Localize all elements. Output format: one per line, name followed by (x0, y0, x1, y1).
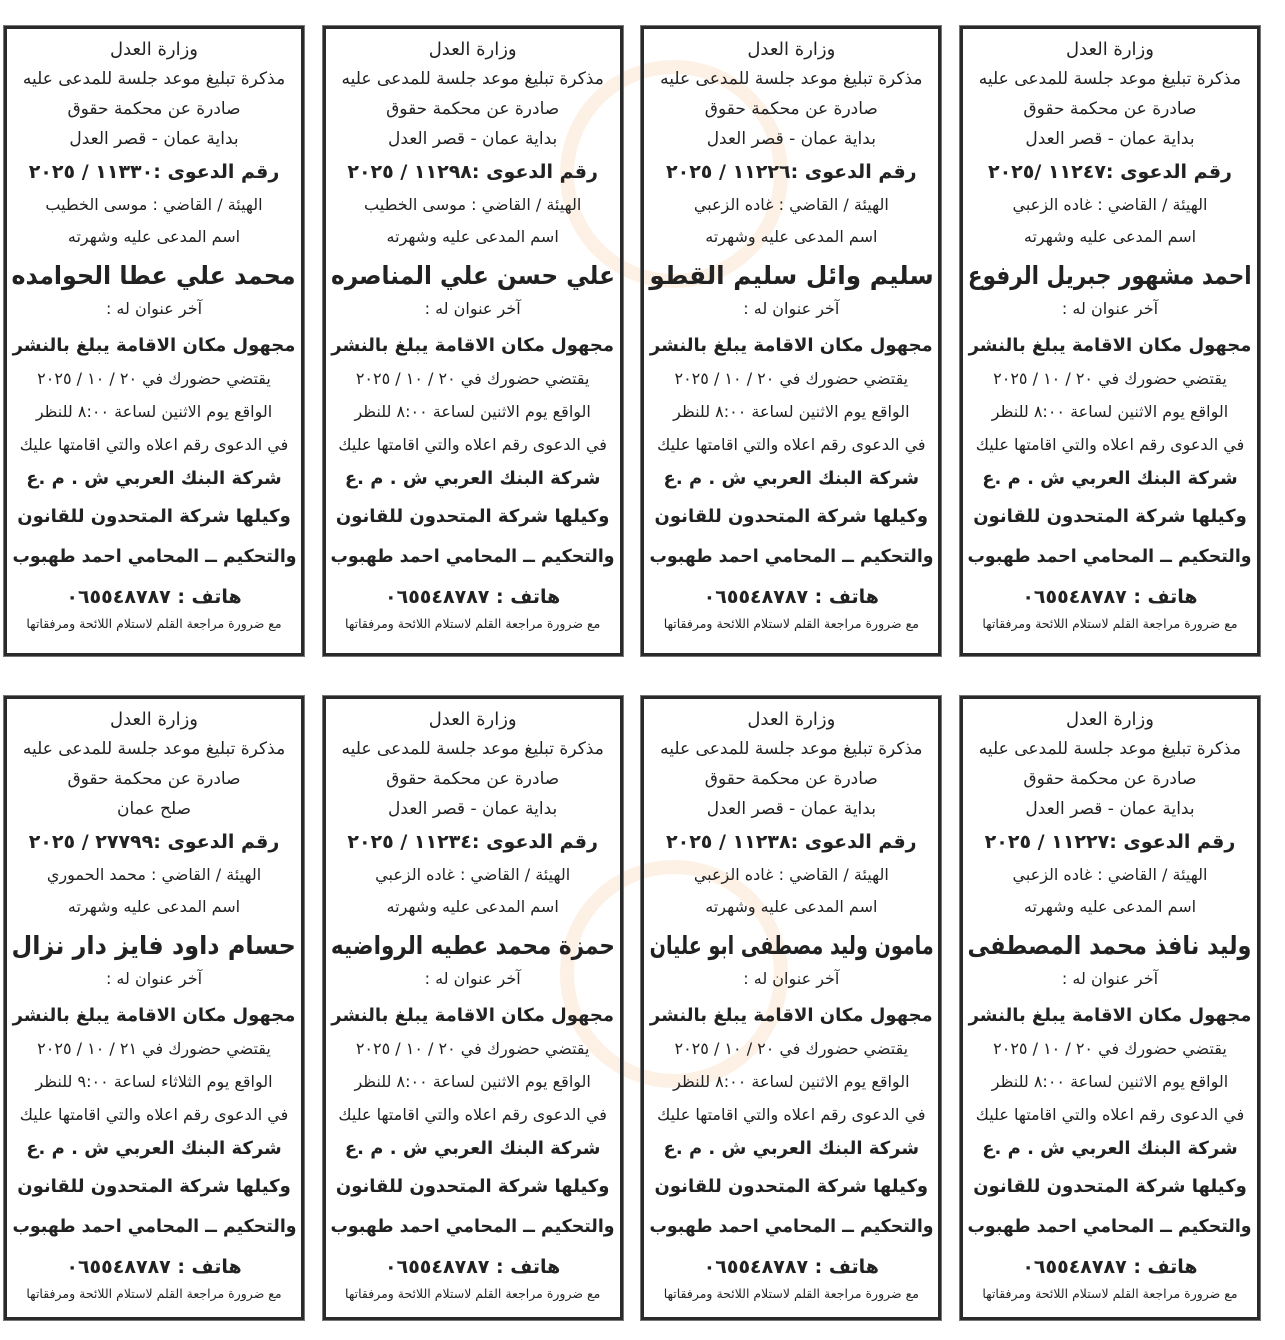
phone-number: هاتف : ٠٦٥٥٤٨٧٨٧ (703, 1256, 879, 1278)
plaintiff-name: شركة البنك العربي ش . م .ع (663, 1138, 920, 1159)
issued-by: صادرة عن محكمة حقوق (386, 99, 560, 119)
court-name: بداية عمان - قصر العدل (1025, 799, 1195, 819)
court-notice (960, 696, 1260, 1320)
ministry-heading: وزارة العدل (110, 709, 198, 730)
defendant-name: حسام داود فايز دار نزال (11, 931, 297, 960)
notices-row-bottom (4, 696, 1260, 1320)
case-number: رقم الدعوى :١١٢٢٧ / ٢٠٢٥ (984, 831, 1236, 853)
plaintiff-name: شركة البنك العربي ش . م .ع (344, 468, 601, 489)
hearing-time: الواقع يوم الاثنين لساعة ٨:٠٠ للنظر (354, 402, 591, 421)
defendant-name: مامون وليد مصطفى ابو عليان (649, 931, 934, 960)
issued-by: صادرة عن محكمة حقوق (67, 769, 241, 789)
address-unknown: مجهول مكان الاقامة يبلغ بالنشر (649, 335, 933, 356)
memo-title: مذكرة تبليغ موعد جلسة للمدعى عليه (341, 69, 604, 89)
case-reference: في الدعوى رقم اعلاه والتي اقامتها عليك (19, 1105, 289, 1124)
case-number: رقم الدعوى :١١٢٢٦ / ٢٠٢٥ (666, 161, 917, 183)
judge-name: الهيئة / القاضي : غاده الزعبي (1012, 195, 1208, 214)
agent-name: وكيلها شركة المتحدون للقانون (17, 1176, 291, 1197)
issued-by: صادرة عن محكمة حقوق (1023, 99, 1197, 119)
hearing-date: يقتضي حضورك في ٢١ / ١٠ / ٢٠٢٥ (37, 1039, 271, 1058)
court-name: بداية عمان - قصر العدل (69, 129, 239, 149)
phone-number: هاتف : ٠٦٥٥٤٨٧٨٧ (1022, 1256, 1198, 1278)
lawyer-name: والتحكيم ــ المحامي احمد طهبوب (967, 546, 1253, 567)
defendant-label: اسم المدعى عليه وشهرته (1023, 897, 1197, 916)
judge-name: الهيئة / القاضي : غاده الزعبي (693, 195, 889, 214)
memo-title: مذكرة تبليغ موعد جلسة للمدعى عليه (341, 739, 604, 759)
footer-note: مع ضرورة مراجعة القلم لاستلام اللائحة ومرفقاتها (26, 1286, 282, 1301)
plaintiff-name: شركة البنك العربي ش . م .ع (663, 468, 920, 489)
footer-note: مع ضرورة مراجعة القلم لاستلام اللائحة ومرفقاتها (345, 616, 601, 631)
footer-note: مع ضرورة مراجعة القلم لاستلام اللائحة ومرفقاتها (982, 616, 1238, 631)
case-number: رقم الدعوى :١١٢٤٧ /٢٠٢٥ (987, 161, 1232, 183)
judge-name: الهيئة / القاضي : غاده الزعبي (693, 865, 889, 884)
footer-note: مع ضرورة مراجعة القلم لاستلام اللائحة ومرفقاتها (345, 1286, 601, 1301)
court-notice (4, 26, 304, 656)
hearing-date: يقتضي حضورك في ٢٠ / ١٠ / ٢٠٢٥ (37, 369, 271, 388)
address-unknown: مجهول مكان الاقامة يبلغ بالنشر (968, 335, 1252, 356)
agent-name: وكيلها شركة المتحدون للقانون (973, 1176, 1247, 1197)
defendant-label: اسم المدعى عليه وشهرته (1023, 227, 1197, 246)
footer-note: مع ضرورة مراجعة القلم لاستلام اللائحة ومرفقاتها (663, 1286, 919, 1301)
address-unknown: مجهول مكان الاقامة يبلغ بالنشر (968, 1005, 1252, 1026)
hearing-time: الواقع يوم الثلاثاء لساعة ٩:٠٠ للنظر (35, 1072, 273, 1091)
case-number: رقم الدعوى :٢٧٧٩٩ / ٢٠٢٥ (28, 831, 280, 853)
address-unknown: مجهول مكان الاقامة يبلغ بالنشر (12, 1005, 296, 1026)
issued-by: صادرة عن محكمة حقوق (386, 769, 560, 789)
address-unknown: مجهول مكان الاقامة يبلغ بالنشر (331, 1005, 615, 1026)
lawyer-name: والتحكيم ــ المحامي احمد طهبوب (649, 1216, 934, 1237)
memo-title: مذكرة تبليغ موعد جلسة للمدعى عليه (660, 69, 923, 89)
judge-name: الهيئة / القاضي : غاده الزعبي (375, 865, 571, 884)
address-label: آخر عنوان له : (424, 969, 521, 988)
memo-title: مذكرة تبليغ موعد جلسة للمدعى عليه (22, 69, 286, 89)
defendant-label: اسم المدعى عليه وشهرته (386, 227, 559, 246)
court-name: بداية عمان - قصر العدل (706, 799, 876, 819)
defendant-name: حمزة محمد عطيه الرواضيه (330, 931, 615, 960)
hearing-time: الواقع يوم الاثنين لساعة ٨:٠٠ للنظر (991, 1072, 1229, 1091)
agent-name: وكيلها شركة المتحدون للقانون (335, 1176, 610, 1197)
footer-note: مع ضرورة مراجعة القلم لاستلام اللائحة ومرفقاتها (982, 1286, 1238, 1301)
court-notice (323, 696, 623, 1320)
hearing-time: الواقع يوم الاثنين لساعة ٨:٠٠ للنظر (673, 402, 910, 421)
memo-title: مذكرة تبليغ موعد جلسة للمدعى عليه (660, 739, 923, 759)
memo-title: مذكرة تبليغ موعد جلسة للمدعى عليه (978, 69, 1242, 89)
lawyer-name: والتحكيم ــ المحامي احمد طهبوب (330, 546, 615, 567)
hearing-date: يقتضي حضورك في ٢٠ / ١٠ / ٢٠٢٥ (674, 1039, 909, 1058)
agent-name: وكيلها شركة المتحدون للقانون (654, 1176, 929, 1197)
defendant-label: اسم المدعى عليه وشهرته (705, 227, 878, 246)
address-unknown: مجهول مكان الاقامة يبلغ بالنشر (649, 1005, 933, 1026)
judge-name: الهيئة / القاضي : غاده الزعبي (1012, 865, 1208, 884)
lawyer-name: والتحكيم ــ المحامي احمد طهبوب (330, 1216, 615, 1237)
phone-number: هاتف : ٠٦٥٥٤٨٧٨٧ (703, 586, 879, 608)
lawyer-name: والتحكيم ــ المحامي احمد طهبوب (11, 546, 297, 567)
court-notice (960, 26, 1260, 656)
ministry-heading: وزارة العدل (428, 39, 517, 60)
hearing-time: الواقع يوم الاثنين لساعة ٨:٠٠ للنظر (354, 1072, 591, 1091)
plaintiff-name: شركة البنك العربي ش . م .ع (344, 1138, 601, 1159)
defendant-label: اسم المدعى عليه وشهرته (67, 227, 241, 246)
hearing-date: يقتضي حضورك في ٢٠ / ١٠ / ٢٠٢٥ (355, 1039, 590, 1058)
defendant-label: اسم المدعى عليه وشهرته (386, 897, 559, 916)
issued-by: صادرة عن محكمة حقوق (704, 769, 878, 789)
address-label: آخر عنوان له : (743, 299, 840, 318)
defendant-name: سليم وائل سليم القطو (649, 261, 934, 290)
court-name: بداية عمان - قصر العدل (388, 129, 558, 149)
court-notice (641, 696, 941, 1320)
defendant-label: اسم المدعى عليه وشهرته (67, 897, 241, 916)
hearing-time: الواقع يوم الاثنين لساعة ٨:٠٠ للنظر (991, 402, 1229, 421)
footer-note: مع ضرورة مراجعة القلم لاستلام اللائحة ومرفقاتها (663, 616, 919, 631)
lawyer-name: والتحكيم ــ المحامي احمد طهبوب (649, 546, 934, 567)
ministry-heading: وزارة العدل (747, 39, 836, 60)
defendant-name: وليد نافذ محمد المصطفى (967, 931, 1252, 960)
hearing-date: يقتضي حضورك في ٢٠ / ١٠ / ٢٠٢٥ (993, 1039, 1227, 1058)
address-label: آخر عنوان له : (105, 299, 203, 318)
address-label: آخر عنوان له : (424, 299, 521, 318)
court-notice (641, 26, 941, 656)
plaintiff-name: شركة البنك العربي ش . م .ع (26, 468, 282, 489)
judge-name: الهيئة / القاضي : محمد الحموري (46, 865, 262, 884)
case-reference: في الدعوى رقم اعلاه والتي اقامتها عليك (19, 435, 289, 454)
court-notice (4, 696, 304, 1320)
hearing-date: يقتضي حضورك في ٢٠ / ١٠ / ٢٠٢٥ (993, 369, 1227, 388)
case-number: رقم الدعوى :١١٢٣٨ / ٢٠٢٥ (666, 831, 917, 853)
plaintiff-name: شركة البنك العربي ش . م .ع (982, 468, 1238, 489)
issued-by: صادرة عن محكمة حقوق (704, 99, 878, 119)
defendant-name: احمد مشهور جبريل الرفوع (968, 261, 1252, 290)
judge-name: الهيئة / القاضي : موسى الخطيب (45, 195, 263, 214)
court-name: بداية عمان - قصر العدل (706, 129, 876, 149)
ministry-heading: وزارة العدل (110, 39, 198, 60)
defendant-label: اسم المدعى عليه وشهرته (705, 897, 878, 916)
case-reference: في الدعوى رقم اعلاه والتي اقامتها عليك (975, 1105, 1245, 1124)
judge-name: الهيئة / القاضي : موسى الخطيب (364, 195, 582, 214)
lawyer-name: والتحكيم ــ المحامي احمد طهبوب (967, 1216, 1253, 1237)
issued-by: صادرة عن محكمة حقوق (1023, 769, 1197, 789)
memo-title: مذكرة تبليغ موعد جلسة للمدعى عليه (978, 739, 1242, 759)
hearing-time: الواقع يوم الاثنين لساعة ٨:٠٠ للنظر (35, 402, 273, 421)
court-name: بداية عمان - قصر العدل (1025, 129, 1195, 149)
court-name: بداية عمان - قصر العدل (388, 799, 558, 819)
case-reference: في الدعوى رقم اعلاه والتي اقامتها عليك (657, 435, 926, 454)
defendant-name: علي حسن علي المناصره (330, 261, 615, 290)
address-label: آخر عنوان له : (1061, 969, 1159, 988)
case-number: رقم الدعوى :١١٣٣٠ / ٢٠٢٥ (28, 161, 280, 183)
address-unknown: مجهول مكان الاقامة يبلغ بالنشر (331, 335, 615, 356)
phone-number: هاتف : ٠٦٥٥٤٨٧٨٧ (385, 1256, 561, 1278)
phone-number: هاتف : ٠٦٥٥٤٨٧٨٧ (1022, 586, 1198, 608)
case-number: رقم الدعوى :١١٢٩٨ / ٢٠٢٥ (347, 161, 598, 183)
ministry-heading: وزارة العدل (428, 709, 517, 730)
address-label: آخر عنوان له : (105, 969, 203, 988)
address-unknown: مجهول مكان الاقامة يبلغ بالنشر (12, 335, 296, 356)
agent-name: وكيلها شركة المتحدون للقانون (973, 506, 1247, 527)
court-name: صلح عمان (116, 799, 192, 819)
phone-number: هاتف : ٠٦٥٥٤٨٧٨٧ (66, 1256, 242, 1278)
memo-title: مذكرة تبليغ موعد جلسة للمدعى عليه (22, 739, 286, 759)
agent-name: وكيلها شركة المتحدون للقانون (17, 506, 291, 527)
hearing-date: يقتضي حضورك في ٢٠ / ١٠ / ٢٠٢٥ (355, 369, 590, 388)
phone-number: هاتف : ٠٦٥٥٤٨٧٨٧ (385, 586, 561, 608)
agent-name: وكيلها شركة المتحدون للقانون (335, 506, 610, 527)
notices-row-top (4, 26, 1260, 656)
ministry-heading: وزارة العدل (1066, 709, 1154, 730)
phone-number: هاتف : ٠٦٥٥٤٨٧٨٧ (66, 586, 242, 608)
agent-name: وكيلها شركة المتحدون للقانون (654, 506, 929, 527)
case-reference: في الدعوى رقم اعلاه والتي اقامتها عليك (338, 1105, 607, 1124)
plaintiff-name: شركة البنك العربي ش . م .ع (26, 1138, 282, 1159)
address-label: آخر عنوان له : (1061, 299, 1159, 318)
lawyer-name: والتحكيم ــ المحامي احمد طهبوب (11, 1216, 297, 1237)
issued-by: صادرة عن محكمة حقوق (67, 99, 241, 119)
case-reference: في الدعوى رقم اعلاه والتي اقامتها عليك (975, 435, 1245, 454)
defendant-name: محمد علي عطا الحوامده (11, 261, 297, 290)
hearing-date: يقتضي حضورك في ٢٠ / ١٠ / ٢٠٢٥ (674, 369, 909, 388)
hearing-time: الواقع يوم الاثنين لساعة ٨:٠٠ للنظر (673, 1072, 910, 1091)
ministry-heading: وزارة العدل (747, 709, 836, 730)
case-reference: في الدعوى رقم اعلاه والتي اقامتها عليك (657, 1105, 926, 1124)
case-number: رقم الدعوى :١١٢٣٤ / ٢٠٢٥ (347, 831, 598, 853)
court-notice (323, 26, 623, 656)
address-label: آخر عنوان له : (743, 969, 840, 988)
ministry-heading: وزارة العدل (1066, 39, 1154, 60)
footer-note: مع ضرورة مراجعة القلم لاستلام اللائحة ومرفقاتها (26, 616, 282, 631)
case-reference: في الدعوى رقم اعلاه والتي اقامتها عليك (338, 435, 607, 454)
plaintiff-name: شركة البنك العربي ش . م .ع (982, 1138, 1238, 1159)
